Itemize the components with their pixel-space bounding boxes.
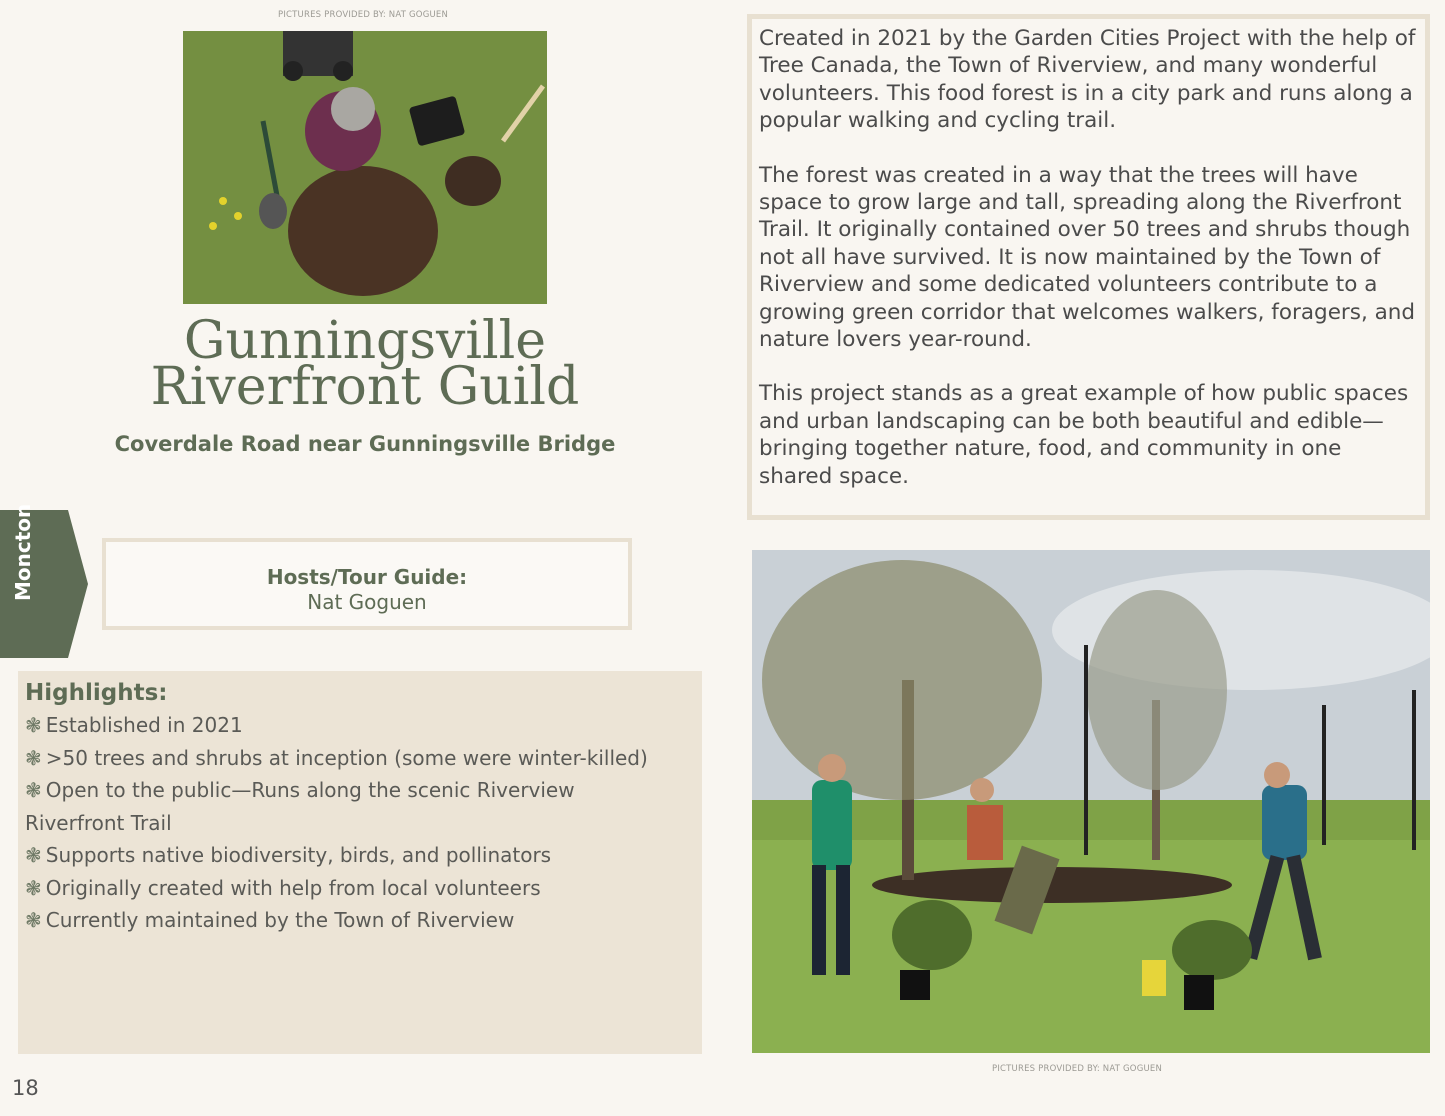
flower-bullet-icon: ❃ [25,713,42,737]
flower-bullet-icon: ❃ [25,843,42,867]
page-number: 18 [12,1076,39,1100]
host-box [102,538,632,630]
flower-bullet-icon: ❃ [25,778,42,802]
highlight-item: ❃ Supports native biodiversity, birds, and pollinators [25,843,552,867]
highlight-item: ❃ >50 trees and shrubs at inception (some were winter-killed) [25,745,648,770]
highlight-item: ❃ Established in 2021 [25,713,243,737]
flower-bullet-icon: ❃ [25,745,42,770]
volunteers-photo [752,550,1430,1053]
photo-credit-bottom: PICTURES PROVIDED BY: NAT GOGUEN [992,1064,1163,1074]
flower-bullet-icon: ❃ [25,875,42,900]
title-line-2: Riverfront Guild [150,357,580,417]
planting-photo [183,31,547,304]
location-subtitle: Coverdale Road near Gunningsville Bridge [114,432,616,456]
highlights-list [25,709,692,937]
highlight-item: ❃ Originally created with help from local volunteers [25,875,541,900]
highlights-panel [18,671,702,1054]
highlight-item: ❃ Open to the public—Runs along the scenic Riverview Riverfront Trail [25,778,575,835]
highlight-item: ❃ Currently maintained by the Town of Riverview [25,908,515,932]
photo-credit-top: PICTURES PROVIDED BY: NAT GOGUEN [278,10,449,20]
description-paragraph: The forest was created in a way that the trees will have space to grow large and tall, spreading along the Riverfront Trail. It originally contained over 50 trees and shrubs though not all have survived. It is now maintained by the Town of Riverview and some dedicated volunteers contribute to a growing green corridor that welcomes walkers, foragers, and nature lovers year-round. [759,162,1416,353]
highlights-title: Highlights: [25,680,168,706]
title-line-1: Gunningsville [183,311,547,371]
description-paragraph: Created in 2021 by the Garden Cities Project with the help of Tree Canada, the Town of Riverview, and many wonderful volunteers. This food forest is in a city park and runs along a popular walking and cycling trail. [759,26,1416,134]
description-box [747,14,1430,520]
flower-bullet-icon: ❃ [25,908,42,932]
host-name: Nat Goguen [307,590,427,614]
page-title [100,311,630,417]
description-paragraph: This project stands as a great example of how public spaces and urban landscaping can be both beautiful and edible—bringing together nature, food, and community in one shared space. [759,381,1409,489]
region-tab-label [11,567,35,601]
host-label: Hosts/Tour Guide: [266,565,468,589]
